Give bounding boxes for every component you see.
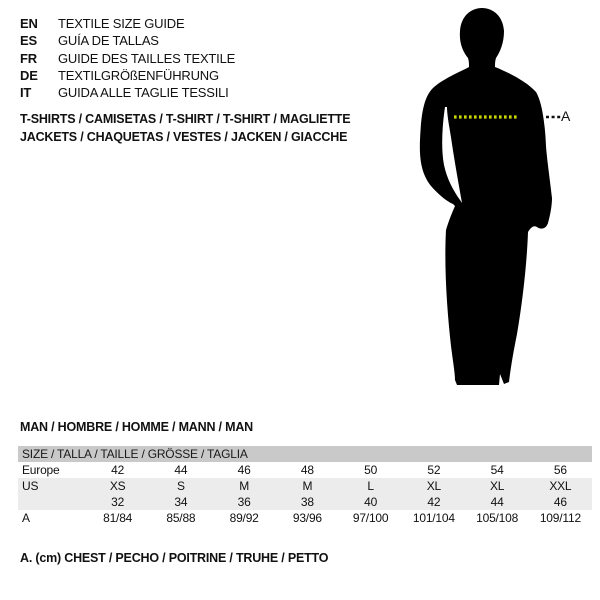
language-code: ES xyxy=(20,33,37,49)
size-cell: 32 xyxy=(111,495,125,509)
size-cell: 105/108 xyxy=(476,511,519,525)
language-row-es xyxy=(20,32,235,49)
category-line-jackets: JACKETS / CHAQUETAS / VESTES / JACKEN / GIACCHE xyxy=(20,129,348,144)
size-cell: XS xyxy=(109,479,126,493)
table-row-us xyxy=(18,478,592,494)
man-silhouette-figure xyxy=(415,5,585,395)
language-row-de xyxy=(20,67,235,84)
language-title: GUIDA ALLE TAGLIE TESSILI xyxy=(58,85,229,101)
size-cell: 42 xyxy=(111,463,125,477)
man-silhouette xyxy=(420,8,552,385)
size-cell: 97/100 xyxy=(352,511,389,525)
language-code: EN xyxy=(20,16,38,31)
size-cell: 42 xyxy=(427,495,441,509)
size-cell: 85/88 xyxy=(166,511,196,525)
size-cell: 93/96 xyxy=(292,511,322,525)
table-row-europe xyxy=(18,462,592,478)
category-line-tshirts: T-SHIRTS / CAMISETAS / T-SHIRT / T-SHIRT / MAGLIETTE xyxy=(20,112,351,126)
language-row-fr xyxy=(20,50,235,67)
size-cell: S xyxy=(176,479,185,493)
size-cell: 81/84 xyxy=(103,511,133,525)
size-cell: 44 xyxy=(490,495,504,509)
language-row-it xyxy=(20,84,235,101)
section-title-man: MAN / HOMBRE / HOMME / MANN / MAN xyxy=(20,420,253,434)
table-row-us-numeric xyxy=(18,494,592,510)
language-code: IT xyxy=(20,85,32,101)
size-table xyxy=(18,446,592,526)
size-cell: 101/104 xyxy=(412,511,455,525)
size-cell: 109/112 xyxy=(539,511,581,525)
language-code: FR xyxy=(20,50,37,66)
size-cell: 56 xyxy=(553,463,567,477)
size-cell: 52 xyxy=(427,463,441,477)
size-cell: M xyxy=(302,479,313,493)
size-cell: XL xyxy=(489,479,505,493)
size-cell: 46 xyxy=(553,495,567,509)
language-title: GUÍA DE TALLAS xyxy=(58,33,159,49)
size-cell: XXL xyxy=(549,479,572,493)
size-cell: 40 xyxy=(364,495,378,509)
size-cell: 38 xyxy=(300,495,314,509)
row-label xyxy=(18,494,86,510)
row-label: Europe xyxy=(22,463,60,477)
size-cell: 36 xyxy=(237,495,251,509)
size-cell: L xyxy=(367,479,374,493)
size-cell: 50 xyxy=(364,463,378,477)
chest-footnote: A. (cm) CHEST / PECHO / POITRINE / TRUHE / PETTO xyxy=(20,551,329,565)
man-silhouette-svg xyxy=(415,5,585,395)
size-cell: 46 xyxy=(237,463,251,477)
size-cell: M xyxy=(239,479,250,493)
size-cell: 34 xyxy=(174,495,188,509)
garment-categories xyxy=(20,111,350,146)
size-cell: XL xyxy=(426,479,442,493)
table-row-chest-a xyxy=(18,510,592,526)
size-cell: 89/92 xyxy=(229,511,259,525)
language-guide-list xyxy=(20,15,235,101)
size-cell: 54 xyxy=(490,463,504,477)
size-cell: 44 xyxy=(174,463,188,477)
language-code: DE xyxy=(20,67,38,83)
language-title: TEXTILE SIZE GUIDE xyxy=(58,16,185,31)
measurement-label-a: A xyxy=(561,108,571,124)
row-label: US xyxy=(22,479,39,493)
size-cell: 48 xyxy=(300,463,314,477)
language-title: TEXTILGRÖßENFÜHRUNG xyxy=(58,67,219,83)
language-row-en xyxy=(20,15,235,32)
language-title: GUIDE DES TAILLES TEXTILE xyxy=(58,50,236,66)
row-label: A xyxy=(22,511,30,525)
size-table-header: SIZE / TALLA / TAILLE / GRÖSSE / TAGLIA xyxy=(18,446,592,462)
